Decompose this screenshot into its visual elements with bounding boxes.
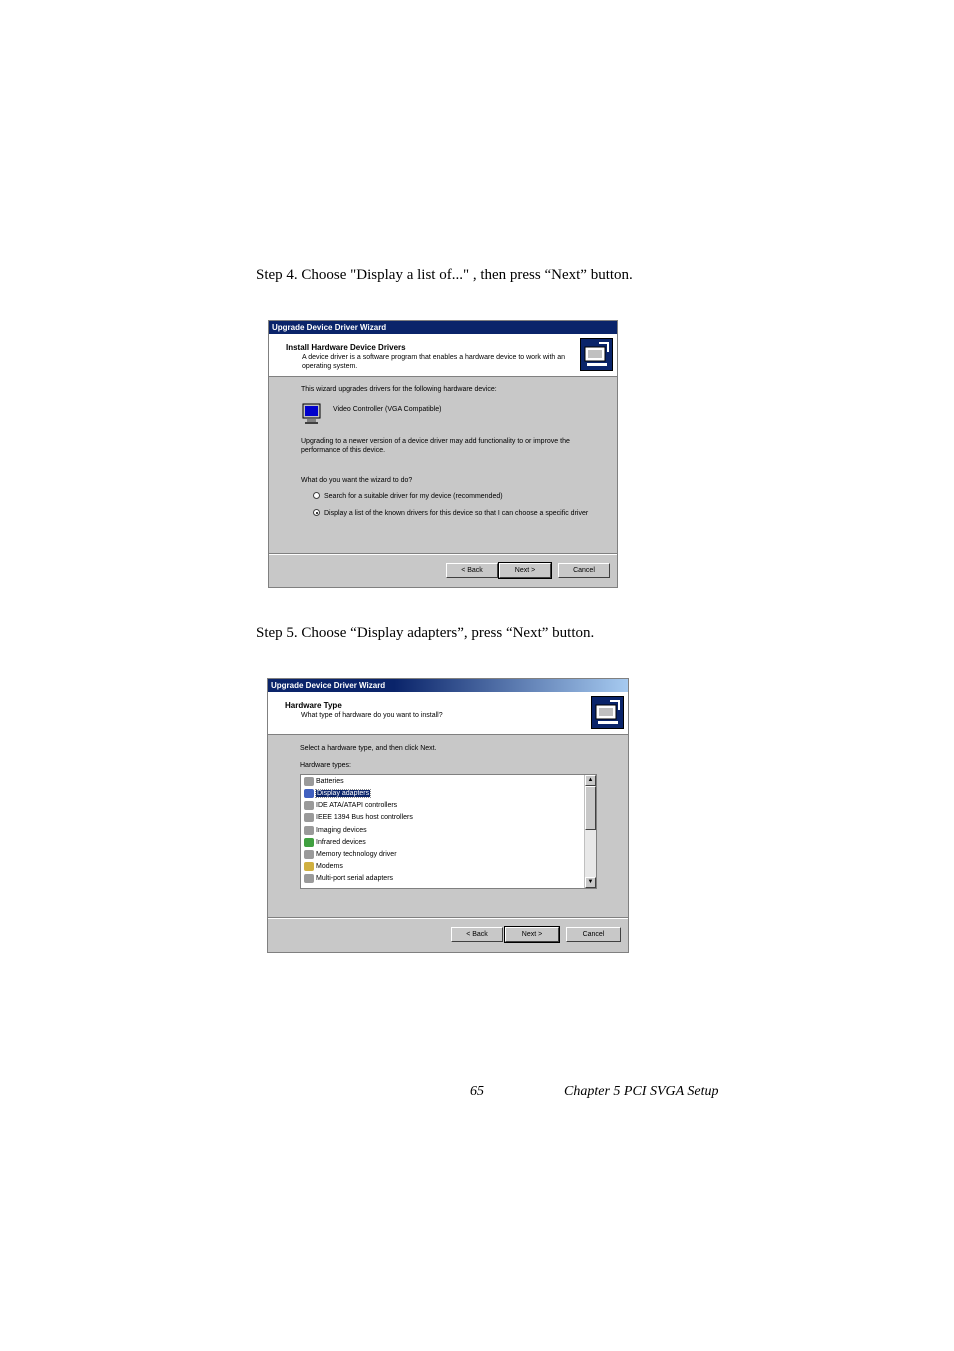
hardware-types-list[interactable]: [300, 774, 597, 889]
serial-adapter-icon: [304, 874, 314, 883]
monitor-icon: [302, 403, 322, 425]
next-button[interactable]: Next >: [505, 927, 559, 942]
list-scrollbar[interactable]: [584, 775, 596, 888]
list-item[interactable]: IEEE 1394 Bus host controllers: [304, 812, 413, 823]
dialog-header: [268, 692, 628, 735]
list-item[interactable]: Memory technology driver: [304, 849, 397, 860]
wizard-question: What do you want the wizard to do?: [301, 477, 413, 484]
cancel-button[interactable]: Cancel: [558, 563, 610, 578]
dialog-header: [269, 334, 617, 377]
list-item[interactable]: IDE ATA/ATAPI controllers: [304, 800, 397, 811]
footer-divider: [269, 553, 617, 555]
install-driver-dialog: [268, 320, 618, 588]
list-label: Hardware types:: [300, 762, 351, 769]
select-prompt: Select a hardware type, and then click Next.: [300, 745, 437, 752]
dialog-titlebar: Upgrade Device Driver Wizard: [269, 321, 617, 334]
dialog-titlebar: Upgrade Device Driver Wizard: [268, 679, 628, 692]
ieee1394-icon: [304, 813, 314, 822]
search-driver-label[interactable]: Search for a suitable driver for my device (recommended): [324, 493, 503, 500]
page-number: 65: [470, 1084, 484, 1099]
list-item-selected[interactable]: Display adapters: [304, 788, 370, 799]
step-4-instruction: Step 4. Choose "Display a list of..." , then press “Next” button.: [256, 267, 633, 283]
header-title: Install Hardware Device Drivers: [286, 343, 406, 352]
upgrade-note: Upgrading to a newer version of a device driver may add functionality to or improve the performance of this device.: [301, 438, 570, 454]
scroll-down-icon[interactable]: ▼: [585, 877, 596, 888]
list-item[interactable]: Modems: [304, 861, 343, 872]
hardware-type-dialog: [267, 678, 629, 953]
display-list-radio[interactable]: [313, 509, 320, 516]
modem-icon: [304, 862, 314, 871]
scroll-up-icon[interactable]: ▲: [585, 775, 596, 786]
list-item[interactable]: Imaging devices: [304, 825, 367, 836]
memory-driver-icon: [304, 850, 314, 859]
search-driver-radio[interactable]: [313, 492, 320, 499]
display-list-label[interactable]: Display a list of the known drivers for this device so that I can choose a specific driver: [324, 510, 589, 517]
device-name: Video Controller (VGA Compatible): [333, 406, 442, 413]
chapter-title: Chapter 5 PCI SVGA Setup: [564, 1084, 719, 1099]
header-description: A device driver is a software program that enables a hardware device to work with an operating system.: [302, 354, 566, 370]
list-item[interactable]: Multi-port serial adapters: [304, 873, 393, 884]
back-button[interactable]: < Back: [451, 927, 503, 942]
step-5-instruction: Step 5. Choose “Display adapters”, press “Next” button.: [256, 625, 595, 641]
next-button[interactable]: Next >: [499, 563, 551, 578]
infrared-icon: [304, 838, 314, 847]
wizard-hardware-icon: [580, 338, 613, 371]
cancel-button[interactable]: Cancel: [566, 927, 621, 942]
battery-icon: [304, 777, 314, 786]
list-item[interactable]: Infrared devices: [304, 837, 366, 848]
scroll-thumb[interactable]: [585, 786, 596, 830]
footer-divider: [268, 917, 628, 919]
wizard-hardware-icon: [591, 696, 624, 729]
header-title: Hardware Type: [285, 701, 342, 710]
display-adapter-icon: [304, 789, 314, 798]
list-item[interactable]: Batteries: [304, 776, 344, 787]
imaging-device-icon: [304, 826, 314, 835]
wizard-intro: This wizard upgrades drivers for the following hardware device:: [301, 386, 497, 393]
ide-controller-icon: [304, 801, 314, 810]
header-description: What type of hardware do you want to install?: [301, 712, 443, 719]
back-button[interactable]: < Back: [446, 563, 498, 578]
